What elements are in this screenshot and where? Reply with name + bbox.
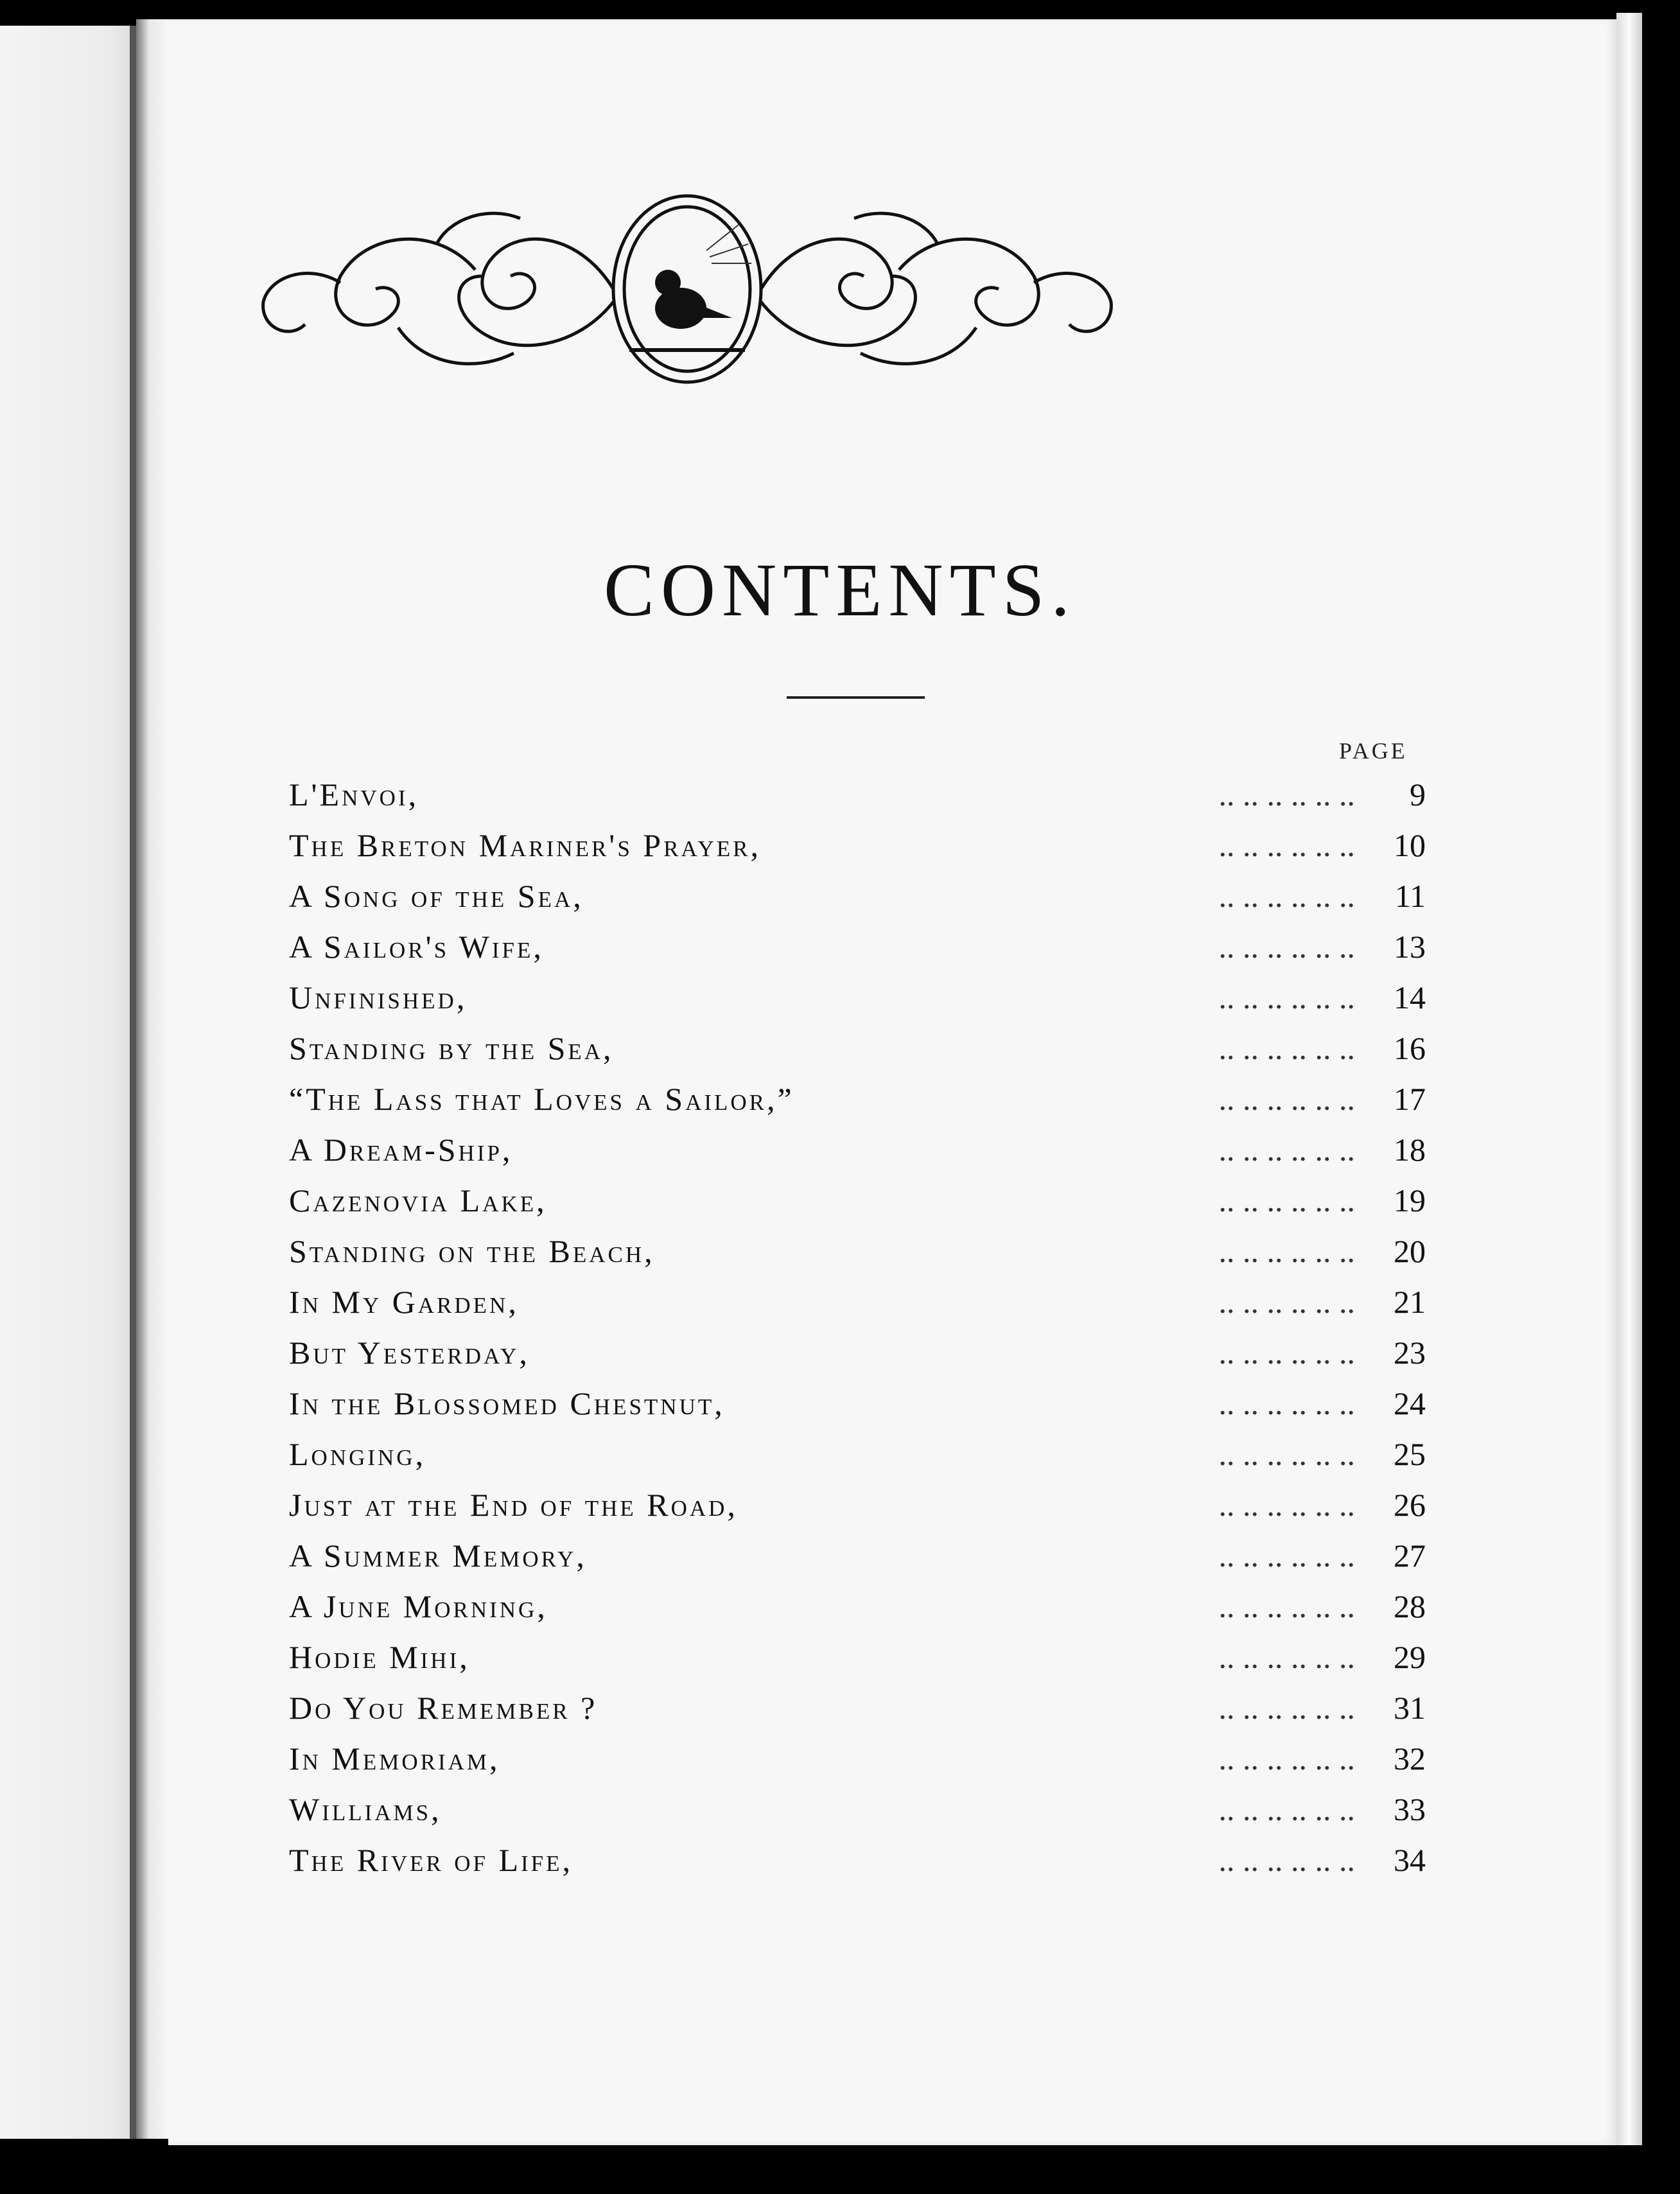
toc-entry-title: Longing,: [289, 1436, 426, 1472]
facing-page-edge: [0, 26, 136, 2139]
toc-entry-title: A Summer Memory,: [289, 1538, 587, 1574]
table-of-contents: [289, 769, 1426, 1886]
toc-leader-dots: .. .. .. .. .. ..: [1218, 1284, 1355, 1320]
toc-entry-title: L'Envoi,: [289, 777, 419, 812]
toc-entry-page: 16: [1368, 1023, 1426, 1074]
toc-entry-page: 19: [1368, 1175, 1426, 1226]
toc-entry: [289, 871, 1426, 922]
toc-entry: [289, 1632, 1426, 1683]
toc-entry: [289, 1328, 1426, 1378]
toc-entry: [289, 1074, 1426, 1125]
toc-leader-dots: .. .. .. .. .. ..: [1218, 1741, 1355, 1777]
toc-entry-title: A Dream-Ship,: [289, 1132, 513, 1168]
toc-entry-page: 33: [1368, 1784, 1426, 1835]
toc-entry-title: A Sailor's Wife,: [289, 929, 544, 965]
toc-entry: [289, 1835, 1426, 1886]
toc-entry-title: Cazenovia Lake,: [289, 1182, 547, 1218]
toc-leader-dots: .. .. .. .. .. ..: [1218, 1081, 1355, 1117]
book-gutter: [136, 19, 168, 2139]
toc-leader-dots: .. .. .. .. .. ..: [1218, 1132, 1355, 1168]
toc-entry-page: 25: [1368, 1429, 1426, 1480]
title-rule: [787, 696, 925, 699]
toc-leader-dots: .. .. .. .. .. ..: [1218, 1588, 1355, 1624]
toc-entry-page: 32: [1368, 1733, 1426, 1784]
toc-leader-dots: .. .. .. .. .. ..: [1218, 827, 1355, 863]
toc-entry: [289, 1023, 1426, 1074]
toc-entry-page: 23: [1368, 1328, 1426, 1378]
toc-entry-page: 10: [1368, 820, 1426, 871]
toc-entry-page: 27: [1368, 1531, 1426, 1581]
toc-entry: [289, 1226, 1426, 1277]
toc-entry-page: 34: [1368, 1835, 1426, 1886]
toc-entry-title: “The Lass that Loves a Sailor,”: [289, 1081, 794, 1117]
toc-entry-title: Do You Remember ?: [289, 1690, 598, 1726]
toc-entry-title: Williams,: [289, 1791, 442, 1827]
toc-entry: [289, 922, 1426, 972]
toc-entry: [289, 1683, 1426, 1733]
toc-entry-title: In My Garden,: [289, 1284, 519, 1320]
toc-leader-dots: .. .. .. .. .. ..: [1218, 1385, 1355, 1421]
toc-entry: [289, 1733, 1426, 1784]
toc-entry: [289, 1378, 1426, 1429]
toc-entry-title: Hodie Mihi,: [289, 1639, 470, 1675]
toc-leader-dots: .. .. .. .. .. ..: [1218, 878, 1355, 914]
toc-entry-title: Unfinished,: [289, 979, 468, 1015]
toc-entry-page: 17: [1368, 1074, 1426, 1125]
toc-leader-dots: .. .. .. .. .. ..: [1218, 1182, 1355, 1218]
toc-entry-title: The Breton Mariner's Prayer,: [289, 827, 761, 863]
toc-leader-dots: .. .. .. .. .. ..: [1218, 1335, 1355, 1371]
toc-entry-title: The River of Life,: [289, 1842, 573, 1878]
toc-entry: [289, 1531, 1426, 1581]
toc-entry-title: In Memoriam,: [289, 1741, 500, 1777]
toc-entry: [289, 972, 1426, 1023]
toc-entry-page: 20: [1368, 1226, 1426, 1277]
toc-leader-dots: .. .. .. .. .. ..: [1218, 1233, 1355, 1269]
toc-entry-title: Just at the End of the Road,: [289, 1487, 738, 1523]
page-title: CONTENTS.: [604, 548, 1076, 632]
toc-entry-page: 29: [1368, 1632, 1426, 1683]
toc-entry-page: 9: [1368, 769, 1426, 820]
toc-entry-title: In the Blossomed Chestnut,: [289, 1385, 725, 1421]
toc-leader-dots: .. .. .. .. .. ..: [1218, 929, 1355, 965]
toc-entry: [289, 1784, 1426, 1835]
toc-entry-title: Standing on the Beach,: [289, 1233, 655, 1269]
toc-leader-dots: .. .. .. .. .. ..: [1218, 1538, 1355, 1574]
toc-entry: [289, 1125, 1426, 1175]
toc-entry-page: 24: [1368, 1378, 1426, 1429]
toc-leader-dots: .. .. .. .. .. ..: [1218, 1842, 1355, 1878]
toc-leader-dots: .. .. .. .. .. ..: [1218, 1791, 1355, 1827]
toc-entry-page: 28: [1368, 1581, 1426, 1632]
toc-leader-dots: .. .. .. .. .. ..: [1218, 1487, 1355, 1523]
toc-entry-page: 31: [1368, 1683, 1426, 1733]
ornamental-scrollwork-with-bird-vignette-icon: [244, 180, 1130, 398]
page-stack-edge: [1616, 13, 1642, 2145]
toc-entry: [289, 1175, 1426, 1226]
toc-entry: [289, 1480, 1426, 1531]
toc-entry-title: Standing by the Sea,: [289, 1030, 614, 1066]
toc-leader-dots: .. .. .. .. .. ..: [1218, 1436, 1355, 1472]
toc-entry: [289, 1581, 1426, 1632]
toc-entry: [289, 1277, 1426, 1328]
toc-leader-dots: .. .. .. .. .. ..: [1218, 1690, 1355, 1726]
toc-entry: [289, 769, 1426, 820]
toc-entry-title: A Song of the Sea,: [289, 878, 584, 914]
toc-entry-title: A June Morning,: [289, 1588, 548, 1624]
toc-entry-title: But Yesterday,: [289, 1335, 530, 1371]
toc-entry-page: 14: [1368, 972, 1426, 1023]
toc-entry-page: 11: [1368, 871, 1426, 922]
toc-entry-page: 21: [1368, 1277, 1426, 1328]
toc-entry-page: 18: [1368, 1125, 1426, 1175]
toc-leader-dots: .. .. .. .. .. ..: [1218, 1639, 1355, 1675]
toc-leader-dots: .. .. .. .. .. ..: [1218, 979, 1355, 1015]
page-column-label: PAGE: [1339, 738, 1408, 764]
toc-entry: [289, 1429, 1426, 1480]
toc-entry-page: 13: [1368, 922, 1426, 972]
toc-entry-page: 26: [1368, 1480, 1426, 1531]
toc-entry: [289, 820, 1426, 871]
toc-leader-dots: .. .. .. .. .. ..: [1218, 777, 1355, 812]
toc-leader-dots: .. .. .. .. .. ..: [1218, 1030, 1355, 1066]
